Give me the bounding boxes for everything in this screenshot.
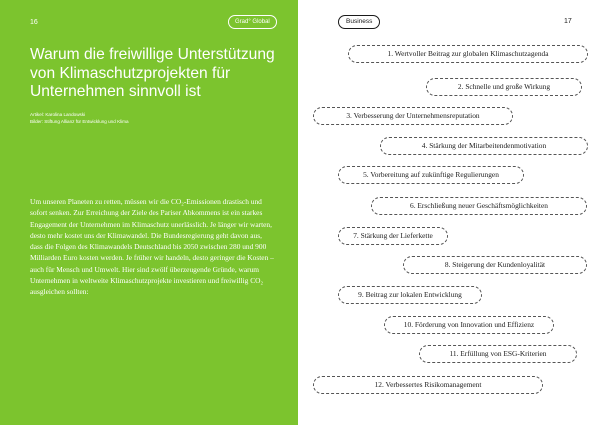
reason-pill-11: 11. Erfüllung von ESG-Kriterien — [419, 345, 577, 363]
reason-pill-6: 6. Erschließung neuer Geschäftsmöglichkeiten — [371, 197, 587, 215]
article-intro: Um unseren Planeten zu retten, müssen wir die CO₂-Emissionen drastisch und sofort senken. Zur Erreichung der Ziele des Pariser Abkommens ist ein starkes Engagement der Unternehmen im Klimaschutz unerlässlich. Je länger wir warten, desto mehr kostet uns der Klimawandel. Die Bundesregierung geht davon aus, dass die Folgen des Klimawandels Deutschland bis 2050 zwischen 280 und 900 Milliarden Euro kosten werden. Je früher wir handeln, desto geringer die Kosten – auch für Mensch und Umwelt. Hier sind zwölf überzeugende Gründe, warum Unternehmen in weltweite Klimaschutzprojekte investieren und freiwillig CO₂ ausgleichen sollten: — [30, 197, 274, 297]
magazine-badge: Grad° Global — [228, 15, 277, 29]
reason-pill-1: 1. Wertvoller Beitrag zur globalen Klimaschutzagenda — [348, 45, 588, 63]
article-title: Warum die freiwillige Unterstützung von Klimaschutzprojekten für Unternehmen sinnvoll ist — [30, 46, 275, 100]
reason-pill-12: 12. Verbessertes Risikomanagement — [313, 376, 543, 394]
reason-pill-3: 3. Verbesserung der Unternehmensreputation — [313, 107, 513, 125]
images-credit: Bilder: Stiftung Allianz für Entwicklung und Klima — [30, 119, 129, 124]
right-page — [298, 0, 600, 425]
page-number-left: 16 — [30, 19, 38, 26]
reason-pill-7: 7. Stärkung der Lieferkette — [338, 227, 448, 245]
page-number-right: 17 — [564, 18, 572, 25]
reason-pill-4: 4. Stärkung der Mitarbeitendenmotivation — [380, 137, 588, 155]
reason-pill-2: 2. Schnelle und große Wirkung — [426, 78, 582, 96]
reason-pill-8: 8. Steigerung der Kundenloyalität — [403, 256, 587, 274]
reason-pill-5: 5. Vorbereitung auf zukünftige Regulierungen — [338, 166, 524, 184]
reason-pill-10: 10. Förderung von Innovation und Effizienz — [384, 316, 554, 334]
article-author: Artikel: Karolina Landowski — [30, 112, 86, 117]
reason-pill-9: 9. Beitrag zur lokalen Entwicklung — [338, 286, 482, 304]
section-badge: Business — [338, 15, 380, 29]
left-page — [0, 0, 298, 425]
